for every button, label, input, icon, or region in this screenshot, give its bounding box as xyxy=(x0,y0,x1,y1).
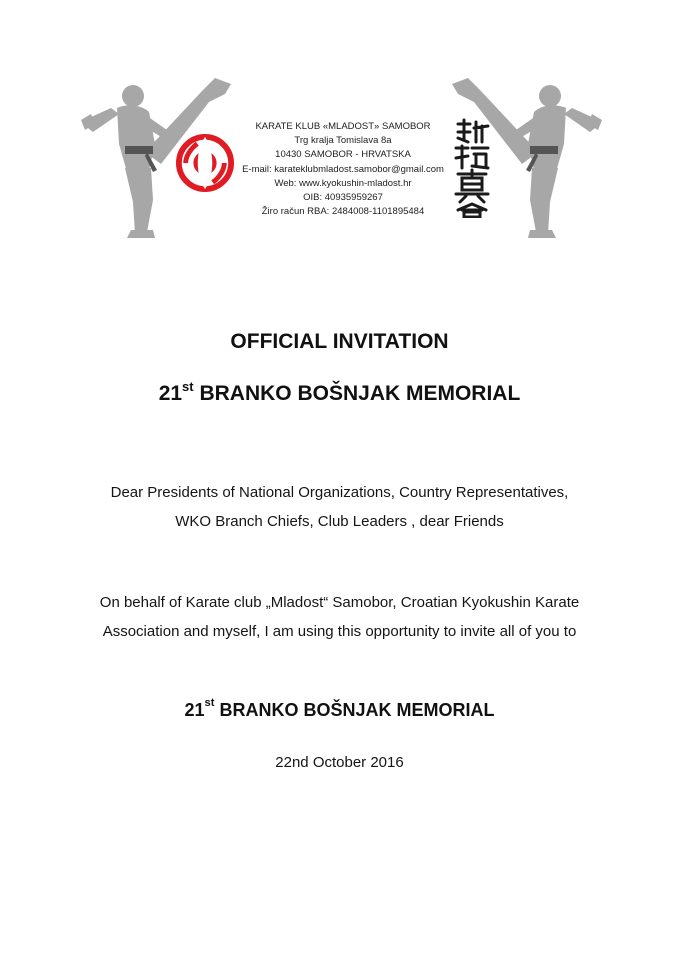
address-line: Trg kralja Tomislava 8a xyxy=(294,135,392,147)
event-title xyxy=(0,379,679,406)
event-ordinal-suffix: st xyxy=(204,697,215,709)
invitation-line: Association and myself, I am using this opportunity to invite all of you to xyxy=(102,623,577,640)
letterhead xyxy=(0,0,679,250)
invitation-line: On behalf of Karate club „Mladost“ Samobor, Croatian Kyokushin Karate xyxy=(99,594,580,611)
event-ordinal-number: 21 xyxy=(184,700,205,720)
address-line: 10430 SAMOBOR - HRVATSKA xyxy=(275,149,411,161)
address-line: KARATE KLUB «MLADOST» SAMOBOR xyxy=(255,121,431,132)
greeting-line: Dear Presidents of National Organizations, Country Representatives, xyxy=(110,484,569,501)
greeting-line: WKO Branch Chiefs, Club Leaders , dear Friends xyxy=(175,513,504,530)
kyokushin-kanku-logo-icon xyxy=(176,134,234,192)
oib-line: OIB: 40935959267 xyxy=(303,192,383,204)
document-title: OFFICIAL INVITATION xyxy=(230,330,449,353)
event-ordinal-suffix: st xyxy=(182,379,194,394)
bank-account-line: Žiro račun RBA: 2484008-1101895484 xyxy=(261,206,425,218)
email-line: E-mail: karateklubmladost.samobor@gmail.com xyxy=(242,163,444,175)
event-ordinal-number: 21 xyxy=(158,382,183,405)
invitation-paragraph xyxy=(40,588,639,646)
event-name: BRANKO BOŠNJAK MEMORIAL xyxy=(199,382,521,405)
kicking-fighter-silhouette-icon xyxy=(448,72,608,242)
club-address-block xyxy=(238,120,448,219)
web-line: Web: www.kyokushin-mladost.hr xyxy=(274,177,412,189)
event-name: BRANKO BOŠNJAK MEMORIAL xyxy=(219,700,495,720)
greeting-paragraph xyxy=(40,478,639,536)
event-title-repeat xyxy=(0,697,679,721)
event-date: 22nd October 2016 xyxy=(275,754,404,771)
